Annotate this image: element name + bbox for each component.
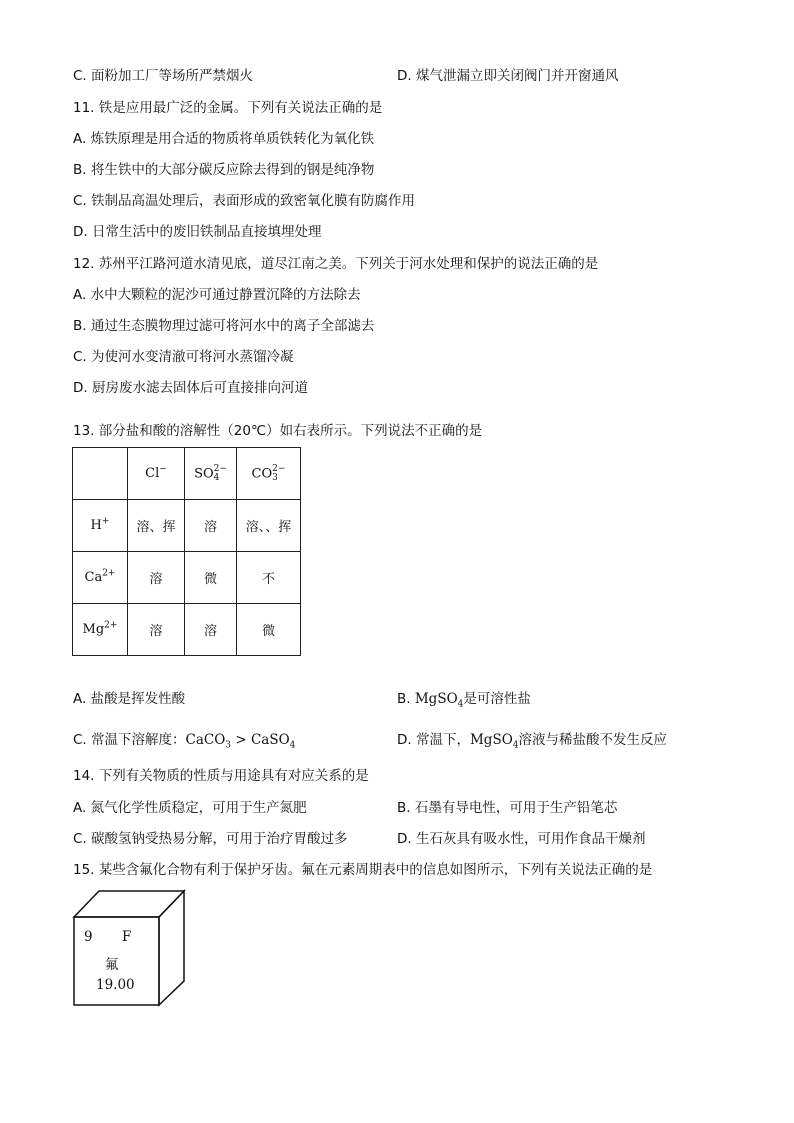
table-cell: 溶、挥 (128, 500, 185, 552)
q14-option-a: A. 氮气化学性质稳定，可用于生产氮肥 (73, 800, 307, 816)
q12-stem: 12. 苏州平江路河道水清见底，道尽江南之美。下列关于河水处理和保护的说法正确的是 (73, 256, 599, 272)
row-ion-h: H+ (73, 500, 128, 552)
table-row (73, 552, 301, 604)
row-ion-ca: $Ca^{2+}$ (73, 552, 128, 604)
header-co3: CO 2− 3 (237, 448, 301, 500)
q14-option-c: C. 碳酸氢钠受热易分解，可用于治疗胃酸过多 (73, 831, 348, 847)
row-ion-mg: $Mg^{2+}$ (73, 604, 128, 656)
solubility-table (72, 447, 301, 656)
table-cell: 溶、、挥 (237, 500, 301, 552)
q14-option-b: B. 石墨有导电性，可用于生产铅笔芯 (397, 800, 618, 816)
q10-option-c: C. 面粉加工厂等场所严禁烟火 (73, 68, 254, 84)
atomic-mass: 19.00 (96, 977, 135, 993)
header-cl: Cl− (128, 448, 185, 500)
q11-option-a: A. 炼铁原理是用合适的物质将单质铁转化为氧化铁 (73, 131, 375, 147)
q13-option-c: C. 常温下溶解度：CaCO$_3$ > CaSO$_4$ (73, 732, 296, 751)
q11-stem: 11. 铁是应用最广泛的金属。下列有关说法正确的是 (73, 100, 383, 116)
q12-option-a: A. 水中大颗粒的泥沙可通过静置沉降的方法除去 (73, 287, 361, 303)
q12-option-d: D. 厨房废水滤去固体后可直接排向河道 (73, 380, 308, 396)
table-cell: 微 (185, 552, 237, 604)
q10-option-d: D. 煤气泄漏立即关闭阀门并开窗通风 (397, 68, 619, 84)
q12-option-c: C. 为使河水变清澈可将河水蒸馏冷凝 (73, 349, 294, 365)
atomic-number: 9 (84, 929, 93, 945)
q15-stem: 15. 某些含氟化合物有利于保护牙齿。氟在元素周期表中的信息如图所示，下列有关说法正确的是 (73, 862, 653, 878)
table-cell: 溶 (128, 604, 185, 656)
q12-option-b: B. 通过生态膜物理过滤可将河水中的离子全部滤去 (73, 318, 375, 334)
table-cell: 微 (237, 604, 301, 656)
q11-option-b: B. 将生铁中的大部分碳反应除去得到的钢是纯净物 (73, 162, 375, 178)
table-cell: 溶 (128, 552, 185, 604)
table-corner-cell (73, 448, 128, 500)
q11-option-c: C. 铁制品高温处理后，表面形成的致密氧化膜有防腐作用 (73, 193, 416, 209)
q13-option-b: B. MgSO$_4$是可溶性盐 (397, 691, 531, 710)
element-card-fluorine (72, 889, 187, 1009)
q11-option-d: D. 日常生活中的废旧铁制品直接填埋处理 (73, 224, 322, 240)
table-cell: 溶 (185, 500, 237, 552)
table-header-row (73, 448, 301, 500)
table-cell: 不 (237, 552, 301, 604)
q13-stem: 13. 部分盐和酸的溶解性（20℃）如右表所示。下列说法不正确的是 (73, 423, 483, 439)
q14-stem: 14. 下列有关物质的性质与用途具有对应关系的是 (73, 768, 369, 784)
element-symbol: F (122, 929, 132, 945)
q13-option-d: D. 常温下，MgSO$_4$溶液与稀盐酸不发生反应 (397, 732, 667, 751)
header-so4: SO 2− 4 (185, 448, 237, 500)
table-row (73, 604, 301, 656)
table-cell: 溶 (185, 604, 237, 656)
table-row (73, 500, 301, 552)
q13-option-a: A. 盐酸是挥发性酸 (73, 691, 186, 707)
q14-option-d: D. 生石灰具有吸水性，可用作食品干燥剂 (397, 831, 646, 847)
element-name: 氟 (105, 957, 119, 973)
